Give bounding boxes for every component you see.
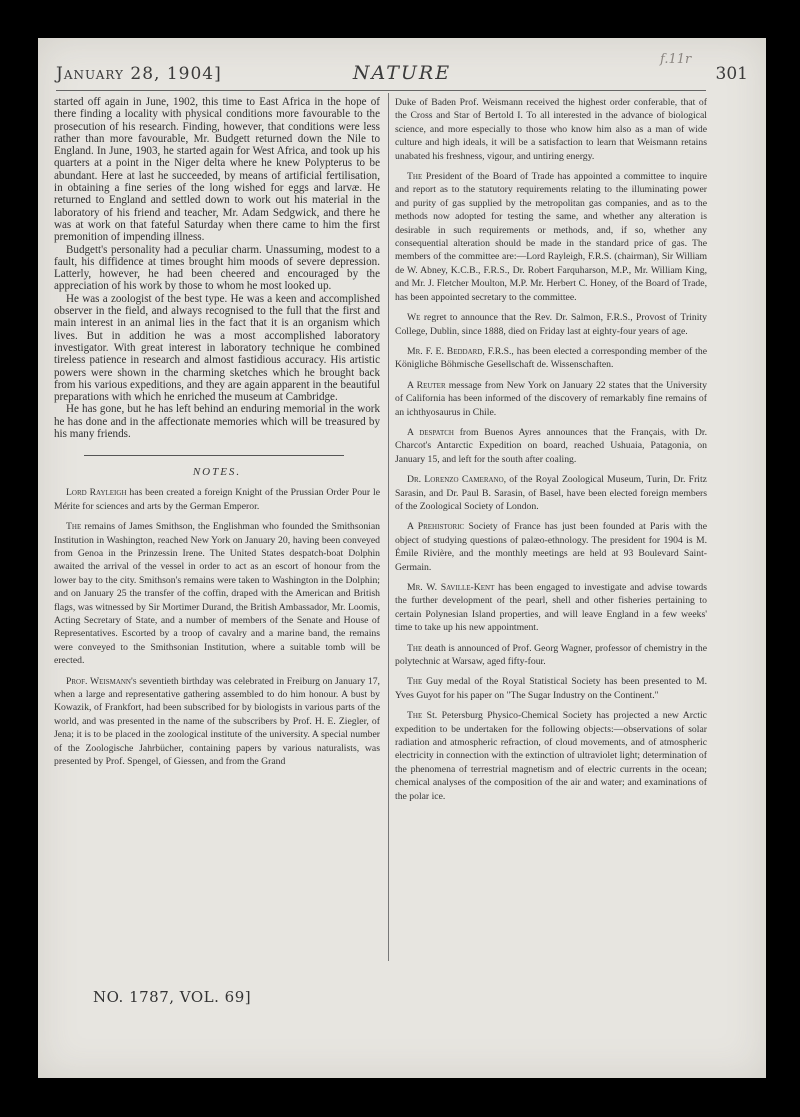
note-lead: A despatch — [407, 426, 454, 438]
section-rule — [84, 455, 344, 456]
note-text: F.R.S., has been elected a corresponding member of the Königliche Böhmische Gesellschaft de. Wissenschaften. — [395, 345, 707, 371]
note-lead: Mr. F. E. Beddard, — [407, 345, 485, 357]
note-lead: Mr. W. Saville-Kent — [407, 582, 495, 593]
note-text: of the Royal Zoological Museum, Turin, Dr. Fritz Sarasin, and Dr. Paul B. Sarasin, of Basel, have been elected foreign members of the Zoological Society of London. — [395, 474, 707, 512]
note-item — [395, 675, 707, 702]
note-item — [54, 675, 380, 769]
note-text: seventieth birthday was celebrated in Freiburg on January 17, when a large and representative gathering assembled to do him honour. A bust by Kowazik, of Frankfort, had been subscribed for by biologists in various parts of the world, and was presented in the name of the subscribers by Prof. H. E. Ziegler, of Jena; it is to be placed in the zoological institute of the university. A special number of the Zoologische Jahrbücher, containing papers by various naturalists, was presented by Prof. Spengel, of Giessen, and from the Grand — [54, 675, 380, 768]
note-item — [395, 642, 707, 669]
note-text: regret to announce that the Rev. Dr. Salmon, F.R.S., Provost of Trinity College, Dublin, since 1888, died on Friday last at eighty-four years of age. — [395, 312, 707, 337]
note-text: St. Petersburg Physico-Chemical Society has projected a new Arctic expedition to be undertaken for the following objects:—observations of solar radiation and atmospheric refraction, of cloud movements, and of atmospheric electricity in connection with the extinction of ultraviolet light; determination of the phenomena of terrestrial magnetism and of electric currents in the ocean; chemical analyses of the composition of the air and water; and examinations of the polar ice. — [395, 710, 707, 802]
note-item — [395, 345, 707, 372]
note-item — [395, 426, 707, 466]
note-lead: Lord Rayleigh — [66, 487, 127, 499]
note-lead: The — [407, 171, 423, 183]
column-divider — [388, 93, 389, 961]
note-text: President of the Board of Trade has appointed a committee to inquire and report as to the statutory requirements relating to the illuminating power and purity of gas supplied by the metropolitan gas companies, and as to the methods now adopted for testing the same, and whether any alteration is desirable in such requirements or methods, and, if so, whether any consequential alteration should be made in the standard price of gas. The members of the committee are:—Lord Rayleigh, F.R.S. (chairman), Sir William de W. Abney, K.C.B., F.R.S., Dr. Robert Farquharson, M.P., Mr. William King, and Mr. J. Fletcher Moulton, M.P. Mr. Herbert C. Honey, of the Board of Trade, has been appointed secretary to the committee. — [395, 171, 707, 303]
right-column — [395, 96, 707, 810]
note-text: death is announced of Prof. Georg Wagner, professor of chemistry in the polytechnic at Warsaw, aged fifty-four. — [395, 642, 707, 668]
note-text: Guy medal of the Royal Statistical Society has been presented to M. Yves Guyot for his paper on "The Sugar Industry on the Continent." — [395, 676, 707, 701]
note-lead: Dr. Lorenzo Camerano, — [407, 474, 507, 486]
page-number: 301 — [715, 64, 748, 84]
note-item — [395, 520, 707, 574]
notes-heading: NOTES. — [192, 466, 242, 479]
note-text: Duke of Baden Prof. Weismann received the highest order conferable, that of the Cross and Star of Bertold I. To all interested in the advance of biological science, and more especially to those who know him also as a man of wide culture and high ideals, it will be a satisfaction to learn that Weismann retains unabated his freshness, vigour, and untiring energy. — [395, 97, 707, 162]
note-item — [395, 581, 707, 635]
note-lead: We — [407, 312, 421, 324]
note-text: Society of France has just been founded at Paris with the object of studying questions of palæo-ethnology. The president for 1904 is M. Émile Rivière, and the monthly meetings are held at 93 Boulevard Saint-Germain. — [395, 521, 707, 573]
note-text: remains of James Smithson, the Englishman who founded the Smithsonian Institution in Washington, reached New York on January 20, having been conveyed from Genoa in the Prinzessin Irene. The United States despatch-boat Dolphin awaited the arrival of the vessel in order to act as an escort of honour from the lower bay to the city. Smithson's remains were taken to Washington in the Dolphin; and on January 25 the transfer of the coffin, draped with the American and British flags, was witnessed by Sir Mortimer Durand, the British Ambassador, Mr. Loomis, Acting Secretary of State, and a number of members of the Senate and House of Representatives. Escorted by a troop of cavalry and a marine band, the remains were conveyed to the Smithsonian Institution, where a suitable tomb will be erected. — [54, 521, 380, 667]
note-item — [54, 486, 380, 513]
paragraph: He has gone, but he has left behind an enduring memorial in the work he has done and in the affectionate memories which will be treasured by his many friends. — [54, 403, 380, 441]
note-item — [395, 170, 707, 304]
note-lead: The — [407, 710, 423, 722]
note-text: message from New York on January 22 states that the University of California has been informed of the discovery of remarkably fine remains of an ichthyosaurus in Chile. — [395, 379, 707, 418]
left-column — [54, 96, 380, 775]
note-lead: A Prehistoric — [407, 521, 465, 533]
note-text: has been created a foreign Knight of the Prussian Order Pour le Mérite for sciences and arts by the German Emperor. — [54, 487, 380, 512]
running-header — [56, 62, 748, 88]
header-date: January 28, 1904] — [56, 64, 222, 84]
paragraph: Budgett's personality had a peculiar charm. Unassuming, modest to a fault, his diffidence at times brought him moods of severe depression. Latterly, however, he had been cheered and encouraged by the appreciation of his work by those to whom he most looked up. — [54, 243, 380, 293]
note-lead: Prof. Weismann's — [66, 675, 137, 687]
journal-title: NATURE — [352, 62, 452, 84]
paragraph: He was a zoologist of the best type. He was a keen and accomplished observer in the field, and always recognised to the full that the first and main interest in an animal lies in the fact that it is an organism which lives. But in addition he was a most accomplished laboratory investigator. With great interest in laboratory technique he combined tireless patience in research and almost fastidious accuracy. His artistic powers were shown in the charming sketches which he brought back from his various expeditions, and they are again apparent in the beautiful preparations with which he enriched the museum at Cambridge. — [54, 292, 380, 404]
note-text: from Buenos Ayres announces that the Français, with Dr. Charcot's Antarctic Expedition on board, reached Ushuaia, Patagonia, on January 15, and left for the south after coaling. — [395, 426, 707, 465]
note-text: has been engaged to investigate and advise towards the further development of the pearl, shell and other fisheries pertaining to certain Polynesian Island properties, and will leave England in a few weeks' time to take up his new appointment. — [395, 582, 707, 634]
note-item — [395, 379, 707, 419]
note-item — [395, 473, 707, 513]
header-rule — [56, 90, 706, 91]
pencil-folio-annotation: f.11r — [660, 52, 692, 67]
note-item — [395, 96, 707, 163]
note-lead: The — [66, 521, 82, 533]
note-item — [395, 709, 707, 803]
note-item — [54, 520, 380, 667]
note-lead: A Reuter — [407, 379, 446, 391]
paragraph: started off again in June, 1902, this time to East Africa in the hope of there finding a locality with physical conditions more favourable to the prosecution of his research. Finding, however, that conditions were less rather than more favourable, Mr. Budgett returned down the Nile to England. In June, 1903, he started again for West Africa, and took up his quarters at a point in the Niger delta where he knew Polypterus to be abundant. Here at last he succeeded, by means of artificial fertilisation, in obtaining a fine series of the long wished for eggs and larvæ. He returned to England and settled down to work out his material in the laboratory of his friend and teacher, Mr. Adam Sedgwick, and there he was at work on that fateful Saturday when there came to him the first premonition of impending illness. — [54, 96, 380, 244]
note-item — [395, 311, 707, 338]
issue-footer: NO. 1787, VOL. 69] — [93, 988, 252, 1006]
note-lead: The — [407, 642, 423, 654]
note-lead: The — [407, 676, 423, 688]
